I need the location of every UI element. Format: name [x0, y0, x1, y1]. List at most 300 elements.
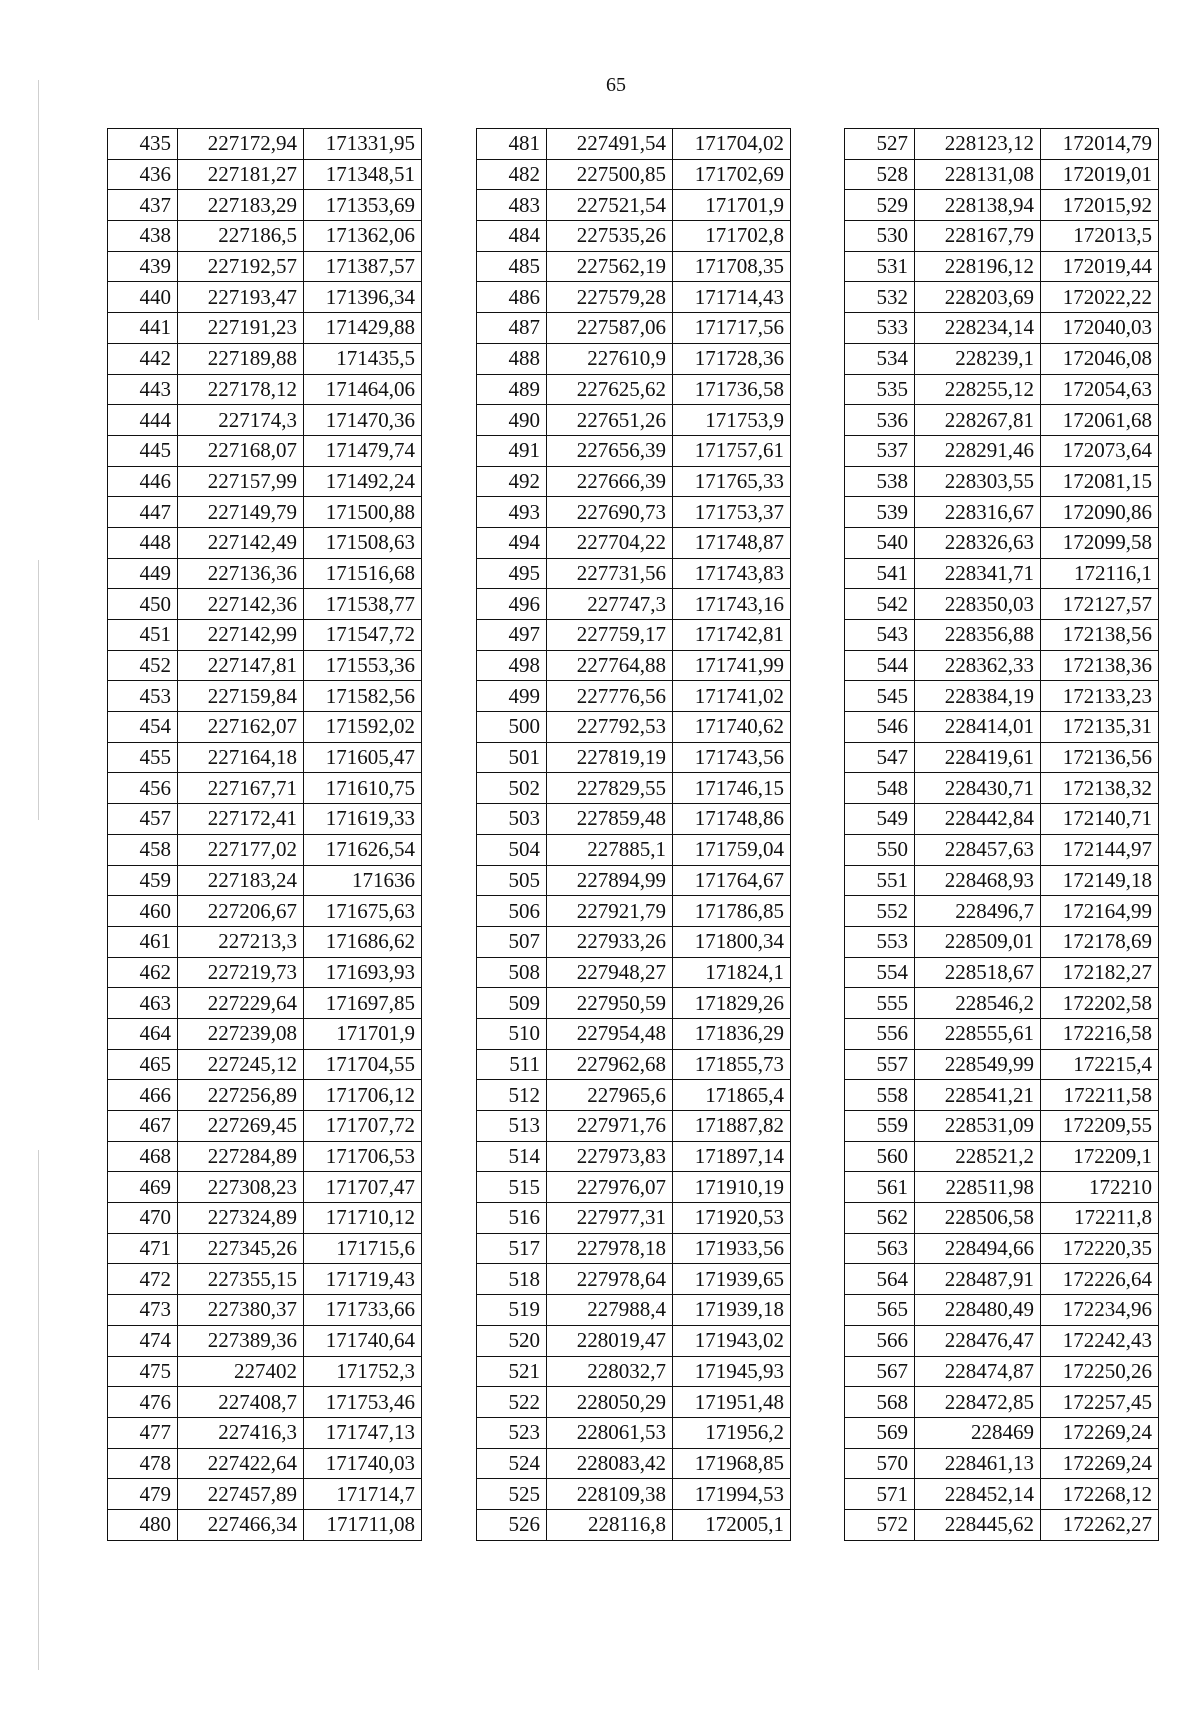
x-coordinate-cell: 228472,85: [915, 1387, 1041, 1418]
x-coordinate-cell: 227988,4: [547, 1295, 673, 1326]
x-coordinate-cell: 228494,66: [915, 1233, 1041, 1264]
point-number-cell: 462: [108, 957, 178, 988]
point-number-cell: 510: [477, 1018, 547, 1049]
x-coordinate-cell: 227971,76: [547, 1111, 673, 1142]
point-number-cell: 513: [477, 1111, 547, 1142]
y-coordinate-cell: 171711,08: [304, 1509, 422, 1540]
x-coordinate-cell: 228131,08: [915, 159, 1041, 190]
y-coordinate-cell: 171697,85: [304, 988, 422, 1019]
x-coordinate-cell: 228019,47: [547, 1325, 673, 1356]
point-number-cell: 537: [845, 435, 915, 466]
table-row: [477, 282, 791, 313]
y-coordinate-cell: 171865,4: [673, 1080, 791, 1111]
table-row: [108, 558, 422, 589]
x-coordinate-cell: 227402: [178, 1356, 304, 1387]
point-number-cell: 518: [477, 1264, 547, 1295]
x-coordinate-cell: 228555,61: [915, 1018, 1041, 1049]
y-coordinate-cell: 172014,79: [1041, 129, 1159, 160]
x-coordinate-cell: 227159,84: [178, 681, 304, 712]
point-number-cell: 476: [108, 1387, 178, 1418]
table-row: [477, 251, 791, 282]
y-coordinate-cell: 171605,47: [304, 742, 422, 773]
y-coordinate-cell: 171920,53: [673, 1203, 791, 1234]
x-coordinate-cell: 227389,36: [178, 1325, 304, 1356]
point-number-cell: 435: [108, 129, 178, 160]
y-coordinate-cell: 171706,53: [304, 1141, 422, 1172]
table-row: [477, 1356, 791, 1387]
table-row: [477, 988, 791, 1019]
table-row: [845, 527, 1159, 558]
table-row: [108, 926, 422, 957]
x-coordinate-cell: 227962,68: [547, 1049, 673, 1080]
table-row: [108, 1448, 422, 1479]
point-number-cell: 527: [845, 129, 915, 160]
table-row: [108, 1018, 422, 1049]
point-number-cell: 440: [108, 282, 178, 313]
table-row: [845, 988, 1159, 1019]
point-number-cell: 540: [845, 527, 915, 558]
scan-edge-mark: [38, 80, 39, 320]
y-coordinate-cell: 171582,56: [304, 681, 422, 712]
point-number-cell: 566: [845, 1325, 915, 1356]
point-number-cell: 538: [845, 466, 915, 497]
table-row: [845, 681, 1159, 712]
table-row: [108, 742, 422, 773]
table-row: [108, 1049, 422, 1080]
y-coordinate-cell: 171353,69: [304, 190, 422, 221]
point-number-cell: 555: [845, 988, 915, 1019]
table-row: [108, 589, 422, 620]
y-coordinate-cell: 171719,43: [304, 1264, 422, 1295]
y-coordinate-cell: 172054,63: [1041, 374, 1159, 405]
point-number-cell: 487: [477, 313, 547, 344]
point-number-cell: 486: [477, 282, 547, 313]
table-row: [845, 1356, 1159, 1387]
point-number-cell: 463: [108, 988, 178, 1019]
x-coordinate-cell: 228123,12: [915, 129, 1041, 160]
table-row: [477, 957, 791, 988]
y-coordinate-cell: 172149,18: [1041, 865, 1159, 896]
y-coordinate-cell: 171746,15: [673, 773, 791, 804]
table-row: [477, 1018, 791, 1049]
point-number-cell: 545: [845, 681, 915, 712]
y-coordinate-cell: 171387,57: [304, 251, 422, 282]
y-coordinate-cell: 171752,3: [304, 1356, 422, 1387]
x-coordinate-cell: 227500,85: [547, 159, 673, 190]
x-coordinate-cell: 227491,54: [547, 129, 673, 160]
point-number-cell: 456: [108, 773, 178, 804]
y-coordinate-cell: 171701,9: [673, 190, 791, 221]
point-number-cell: 512: [477, 1080, 547, 1111]
point-number-cell: 541: [845, 558, 915, 589]
x-coordinate-cell: 227147,81: [178, 650, 304, 681]
table-row: [477, 1479, 791, 1510]
point-number-cell: 445: [108, 435, 178, 466]
y-coordinate-cell: 171994,53: [673, 1479, 791, 1510]
x-coordinate-cell: 227189,88: [178, 343, 304, 374]
point-number-cell: 500: [477, 712, 547, 743]
y-coordinate-cell: 172269,24: [1041, 1448, 1159, 1479]
x-coordinate-cell: 228549,99: [915, 1049, 1041, 1080]
table-row: [477, 1203, 791, 1234]
coordinates-table-1: [107, 128, 422, 1541]
y-coordinate-cell: 171740,03: [304, 1448, 422, 1479]
x-coordinate-cell: 228445,62: [915, 1509, 1041, 1540]
x-coordinate-cell: 228461,13: [915, 1448, 1041, 1479]
point-number-cell: 509: [477, 988, 547, 1019]
point-number-cell: 459: [108, 865, 178, 896]
y-coordinate-cell: 171943,02: [673, 1325, 791, 1356]
table-row: [845, 1264, 1159, 1295]
x-coordinate-cell: 228419,61: [915, 742, 1041, 773]
y-coordinate-cell: 172144,97: [1041, 834, 1159, 865]
point-number-cell: 564: [845, 1264, 915, 1295]
table-row: [845, 650, 1159, 681]
x-coordinate-cell: 228116,8: [547, 1509, 673, 1540]
x-coordinate-cell: 227656,39: [547, 435, 673, 466]
x-coordinate-cell: 227213,3: [178, 926, 304, 957]
y-coordinate-cell: 172262,27: [1041, 1509, 1159, 1540]
table-row: [845, 466, 1159, 497]
y-coordinate-cell: 171743,16: [673, 589, 791, 620]
y-coordinate-cell: 172202,58: [1041, 988, 1159, 1019]
point-number-cell: 455: [108, 742, 178, 773]
x-coordinate-cell: 227167,71: [178, 773, 304, 804]
point-number-cell: 480: [108, 1509, 178, 1540]
x-coordinate-cell: 227829,55: [547, 773, 673, 804]
table-row: [108, 1417, 422, 1448]
table-row: [845, 773, 1159, 804]
y-coordinate-cell: 171753,9: [673, 405, 791, 436]
y-coordinate-cell: 171636: [304, 865, 422, 896]
point-number-cell: 547: [845, 742, 915, 773]
y-coordinate-cell: 172116,1: [1041, 558, 1159, 589]
x-coordinate-cell: 227355,15: [178, 1264, 304, 1295]
point-number-cell: 495: [477, 558, 547, 589]
point-number-cell: 452: [108, 650, 178, 681]
point-number-cell: 492: [477, 466, 547, 497]
x-coordinate-cell: 227792,53: [547, 712, 673, 743]
point-number-cell: 441: [108, 313, 178, 344]
x-coordinate-cell: 227978,18: [547, 1233, 673, 1264]
point-number-cell: 571: [845, 1479, 915, 1510]
x-coordinate-cell: 228362,33: [915, 650, 1041, 681]
x-coordinate-cell: 228384,19: [915, 681, 1041, 712]
x-coordinate-cell: 228255,12: [915, 374, 1041, 405]
y-coordinate-cell: 171759,04: [673, 834, 791, 865]
y-coordinate-cell: 171855,73: [673, 1049, 791, 1080]
point-number-cell: 451: [108, 620, 178, 651]
table-row: [108, 988, 422, 1019]
table-row: [477, 313, 791, 344]
table-row: [845, 405, 1159, 436]
y-coordinate-cell: 171743,56: [673, 742, 791, 773]
table-row: [108, 1080, 422, 1111]
table-row: [845, 1387, 1159, 1418]
table-row: [477, 558, 791, 589]
y-coordinate-cell: 172268,12: [1041, 1479, 1159, 1510]
y-coordinate-cell: 171951,48: [673, 1387, 791, 1418]
point-number-cell: 479: [108, 1479, 178, 1510]
table-row: [477, 1264, 791, 1295]
y-coordinate-cell: 171728,36: [673, 343, 791, 374]
x-coordinate-cell: 227256,89: [178, 1080, 304, 1111]
x-coordinate-cell: 228476,47: [915, 1325, 1041, 1356]
x-coordinate-cell: 227162,07: [178, 712, 304, 743]
x-coordinate-cell: 228050,29: [547, 1387, 673, 1418]
table-row: [108, 896, 422, 927]
x-coordinate-cell: 228303,55: [915, 466, 1041, 497]
x-coordinate-cell: 227977,31: [547, 1203, 673, 1234]
table-row: [477, 834, 791, 865]
x-coordinate-cell: 228452,14: [915, 1479, 1041, 1510]
y-coordinate-cell: 171547,72: [304, 620, 422, 651]
x-coordinate-cell: 227408,7: [178, 1387, 304, 1418]
table-row: [845, 251, 1159, 282]
x-coordinate-cell: 228487,91: [915, 1264, 1041, 1295]
point-number-cell: 505: [477, 865, 547, 896]
point-number-cell: 504: [477, 834, 547, 865]
point-number-cell: 569: [845, 1417, 915, 1448]
table-row: [477, 865, 791, 896]
table-row: [108, 1479, 422, 1510]
y-coordinate-cell: 171675,63: [304, 896, 422, 927]
point-number-cell: 498: [477, 650, 547, 681]
y-coordinate-cell: 171753,37: [673, 497, 791, 528]
y-coordinate-cell: 172013,5: [1041, 221, 1159, 252]
x-coordinate-cell: 227978,64: [547, 1264, 673, 1295]
point-number-cell: 523: [477, 1417, 547, 1448]
y-coordinate-cell: 171748,86: [673, 804, 791, 835]
x-coordinate-cell: 228083,42: [547, 1448, 673, 1479]
x-coordinate-cell: 227269,45: [178, 1111, 304, 1142]
point-number-cell: 458: [108, 834, 178, 865]
x-coordinate-cell: 228138,94: [915, 190, 1041, 221]
y-coordinate-cell: 171704,02: [673, 129, 791, 160]
coordinates-table-3: [844, 128, 1159, 1541]
point-number-cell: 481: [477, 129, 547, 160]
y-coordinate-cell: 171693,93: [304, 957, 422, 988]
y-coordinate-cell: 171702,69: [673, 159, 791, 190]
point-number-cell: 526: [477, 1509, 547, 1540]
y-coordinate-cell: 172138,36: [1041, 650, 1159, 681]
scan-edge-mark: [38, 1150, 39, 1670]
table-row: [108, 834, 422, 865]
x-coordinate-cell: 227731,56: [547, 558, 673, 589]
point-number-cell: 460: [108, 896, 178, 927]
x-coordinate-cell: 227894,99: [547, 865, 673, 896]
table-row: [477, 712, 791, 743]
table-row: [108, 712, 422, 743]
table-row: [108, 1325, 422, 1356]
y-coordinate-cell: 171800,34: [673, 926, 791, 957]
point-number-cell: 561: [845, 1172, 915, 1203]
point-number-cell: 542: [845, 589, 915, 620]
table-row: [845, 1172, 1159, 1203]
y-coordinate-cell: 171553,36: [304, 650, 422, 681]
y-coordinate-cell: 171362,06: [304, 221, 422, 252]
x-coordinate-cell: 228350,03: [915, 589, 1041, 620]
table-row: [845, 374, 1159, 405]
y-coordinate-cell: 171707,72: [304, 1111, 422, 1142]
y-coordinate-cell: 171743,83: [673, 558, 791, 589]
table-row: [477, 589, 791, 620]
x-coordinate-cell: 227191,23: [178, 313, 304, 344]
x-coordinate-cell: 227704,22: [547, 527, 673, 558]
table-row: [108, 313, 422, 344]
x-coordinate-cell: 227284,89: [178, 1141, 304, 1172]
table-row: [845, 926, 1159, 957]
y-coordinate-cell: 172220,35: [1041, 1233, 1159, 1264]
table-row: [477, 1448, 791, 1479]
y-coordinate-cell: 171479,74: [304, 435, 422, 466]
y-coordinate-cell: 172269,24: [1041, 1417, 1159, 1448]
table-row: [477, 527, 791, 558]
point-number-cell: 572: [845, 1509, 915, 1540]
y-coordinate-cell: 171331,95: [304, 129, 422, 160]
table-row: [108, 1203, 422, 1234]
table-row: [477, 1295, 791, 1326]
x-coordinate-cell: 227416,3: [178, 1417, 304, 1448]
table-row: [108, 1387, 422, 1418]
table-row: [845, 1141, 1159, 1172]
point-number-cell: 525: [477, 1479, 547, 1510]
x-coordinate-cell: 227183,29: [178, 190, 304, 221]
table-row: [477, 435, 791, 466]
table-row: [108, 620, 422, 651]
x-coordinate-cell: 228356,88: [915, 620, 1041, 651]
point-number-cell: 484: [477, 221, 547, 252]
table-row: [845, 742, 1159, 773]
x-coordinate-cell: 228326,63: [915, 527, 1041, 558]
table-row: [477, 1387, 791, 1418]
point-number-cell: 436: [108, 159, 178, 190]
x-coordinate-cell: 228234,14: [915, 313, 1041, 344]
y-coordinate-cell: 171435,5: [304, 343, 422, 374]
x-coordinate-cell: 228267,81: [915, 405, 1041, 436]
x-coordinate-cell: 227157,99: [178, 466, 304, 497]
table-row: [845, 896, 1159, 927]
y-coordinate-cell: 172061,68: [1041, 405, 1159, 436]
x-coordinate-cell: 228341,71: [915, 558, 1041, 589]
y-coordinate-cell: 172182,27: [1041, 957, 1159, 988]
point-number-cell: 485: [477, 251, 547, 282]
y-coordinate-cell: 171733,66: [304, 1295, 422, 1326]
point-number-cell: 557: [845, 1049, 915, 1080]
x-coordinate-cell: 227345,26: [178, 1233, 304, 1264]
table-row: [108, 221, 422, 252]
x-coordinate-cell: 227183,24: [178, 865, 304, 896]
y-coordinate-cell: 172015,92: [1041, 190, 1159, 221]
y-coordinate-cell: 171910,19: [673, 1172, 791, 1203]
table-row: [108, 1264, 422, 1295]
table-row: [845, 1203, 1159, 1234]
point-number-cell: 443: [108, 374, 178, 405]
point-number-cell: 464: [108, 1018, 178, 1049]
x-coordinate-cell: 228474,87: [915, 1356, 1041, 1387]
table-row: [477, 650, 791, 681]
x-coordinate-cell: 227965,6: [547, 1080, 673, 1111]
point-number-cell: 494: [477, 527, 547, 558]
point-number-cell: 562: [845, 1203, 915, 1234]
point-number-cell: 535: [845, 374, 915, 405]
y-coordinate-cell: 172136,56: [1041, 742, 1159, 773]
x-coordinate-cell: 227192,57: [178, 251, 304, 282]
point-number-cell: 548: [845, 773, 915, 804]
y-coordinate-cell: 172081,15: [1041, 466, 1159, 497]
x-coordinate-cell: 227535,26: [547, 221, 673, 252]
x-coordinate-cell: 227324,89: [178, 1203, 304, 1234]
table-row: [477, 681, 791, 712]
x-coordinate-cell: 227136,36: [178, 558, 304, 589]
table-row: [108, 804, 422, 835]
y-coordinate-cell: 172040,03: [1041, 313, 1159, 344]
point-number-cell: 517: [477, 1233, 547, 1264]
coordinates-table-2: [476, 128, 791, 1541]
y-coordinate-cell: 172133,23: [1041, 681, 1159, 712]
y-coordinate-cell: 171757,61: [673, 435, 791, 466]
x-coordinate-cell: 228521,2: [915, 1141, 1041, 1172]
x-coordinate-cell: 228509,01: [915, 926, 1041, 957]
x-coordinate-cell: 227666,39: [547, 466, 673, 497]
table-row: [108, 374, 422, 405]
y-coordinate-cell: 171939,18: [673, 1295, 791, 1326]
table-row: [477, 343, 791, 374]
table-row: [477, 1172, 791, 1203]
x-coordinate-cell: 228061,53: [547, 1417, 673, 1448]
y-coordinate-cell: 172140,71: [1041, 804, 1159, 835]
x-coordinate-cell: 227885,1: [547, 834, 673, 865]
table-row: [108, 343, 422, 374]
y-coordinate-cell: 171968,85: [673, 1448, 791, 1479]
x-coordinate-cell: 228430,71: [915, 773, 1041, 804]
point-number-cell: 522: [477, 1387, 547, 1418]
x-coordinate-cell: 227181,27: [178, 159, 304, 190]
x-coordinate-cell: 228316,67: [915, 497, 1041, 528]
x-coordinate-cell: 227976,07: [547, 1172, 673, 1203]
y-coordinate-cell: 172019,01: [1041, 159, 1159, 190]
x-coordinate-cell: 228414,01: [915, 712, 1041, 743]
table-row: [477, 742, 791, 773]
table-row: [477, 190, 791, 221]
x-coordinate-cell: 228496,7: [915, 896, 1041, 927]
y-coordinate-cell: 171500,88: [304, 497, 422, 528]
table-row: [108, 405, 422, 436]
table-row: [108, 159, 422, 190]
table-row: [845, 343, 1159, 374]
table-row: [477, 221, 791, 252]
table-row: [845, 282, 1159, 313]
point-number-cell: 499: [477, 681, 547, 712]
x-coordinate-cell: 227245,12: [178, 1049, 304, 1080]
x-coordinate-cell: 227168,07: [178, 435, 304, 466]
y-coordinate-cell: 171764,67: [673, 865, 791, 896]
point-number-cell: 551: [845, 865, 915, 896]
x-coordinate-cell: 228541,21: [915, 1080, 1041, 1111]
point-number-cell: 543: [845, 620, 915, 651]
table-row: [477, 896, 791, 927]
point-number-cell: 444: [108, 405, 178, 436]
table-row: [477, 1325, 791, 1356]
x-coordinate-cell: 227142,36: [178, 589, 304, 620]
y-coordinate-cell: 171740,64: [304, 1325, 422, 1356]
x-coordinate-cell: 227457,89: [178, 1479, 304, 1510]
table-row: [845, 620, 1159, 651]
y-coordinate-cell: 171619,33: [304, 804, 422, 835]
y-coordinate-cell: 171765,33: [673, 466, 791, 497]
table-row: [477, 1233, 791, 1264]
y-coordinate-cell: 172135,31: [1041, 712, 1159, 743]
